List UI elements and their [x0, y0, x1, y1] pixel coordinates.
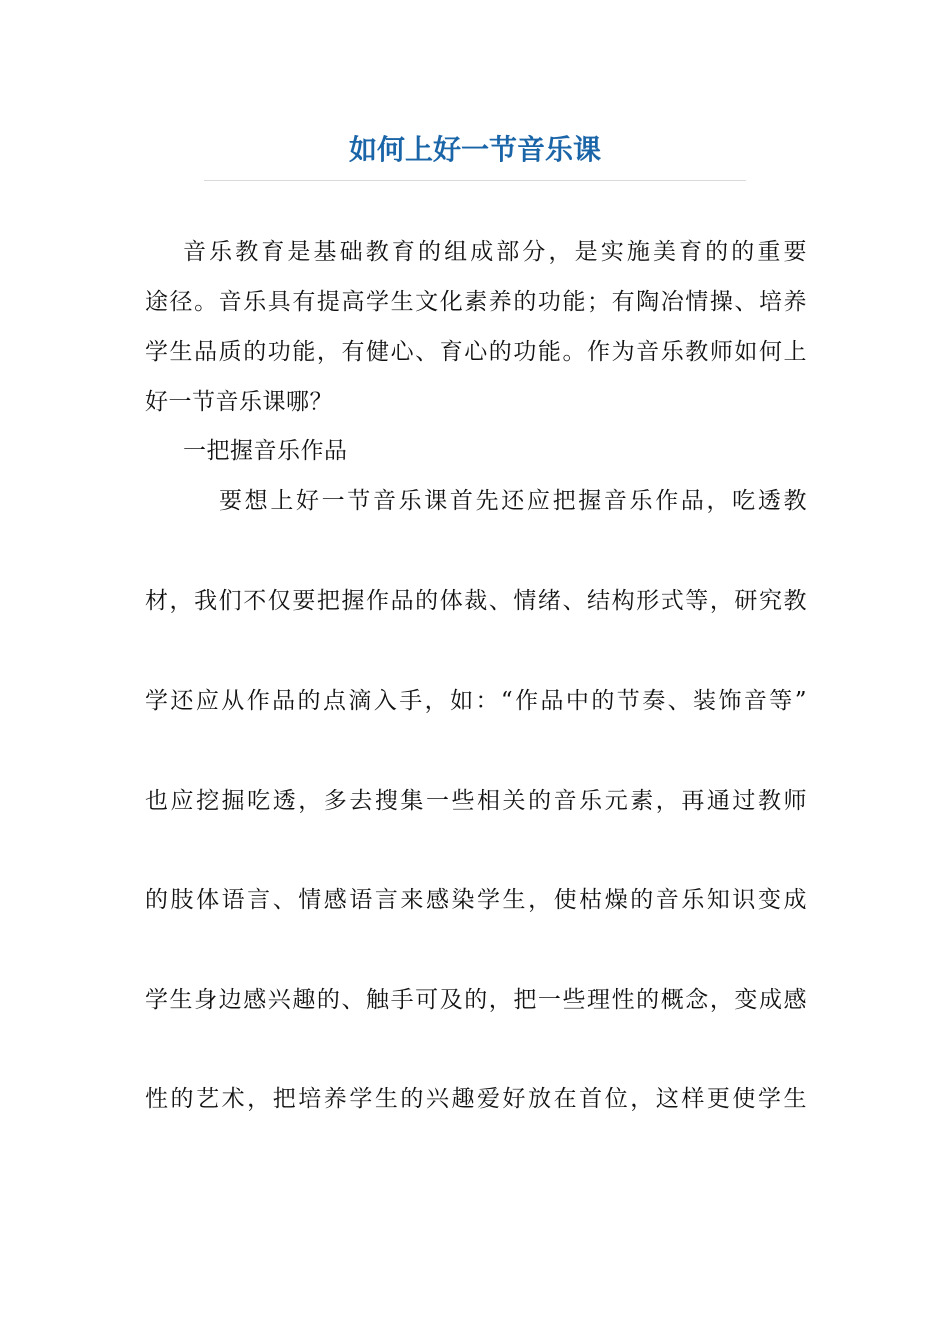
paragraph-line: 途径。音乐具有提高学生文化素养的功能；有陶冶情操、培养 [145, 289, 807, 315]
document-title: 如何上好一节音乐课 [348, 133, 601, 166]
section-heading: 一把握音乐作品 [183, 438, 348, 464]
paragraph-line: 学生品质的功能，有健心、育心的功能。作为音乐教师如何上 [145, 339, 807, 365]
title-divider [204, 180, 746, 181]
paragraph-line: 学还应从作品的点滴入手，如：“作品中的节奏、装饰音等” [145, 688, 807, 714]
paragraph-line: 的肢体语言、情感语言来感染学生，使枯燥的音乐知识变成 [145, 887, 807, 913]
paragraph-line: 要想上好一节音乐课首先还应把握音乐作品，吃透教 [219, 488, 807, 514]
paragraph-line: 学生身边感兴趣的、触手可及的，把一些理性的概念，变成感 [145, 987, 807, 1013]
paragraph-line: 材，我们不仅要把握作品的体裁、情绪、结构形式等，研究教 [145, 588, 807, 614]
paragraph-line: 也应挖掘吃透，多去搜集一些相关的音乐元素，再通过教师 [145, 788, 807, 814]
paragraph-line: 好一节音乐课哪？ [145, 389, 333, 415]
paragraph-line: 音乐教育是基础教育的组成部分，是实施美育的的重要 [183, 239, 807, 265]
paragraph-line: 性的艺术，把培养学生的兴趣爱好放在首位，这样更使学生 [145, 1086, 807, 1112]
